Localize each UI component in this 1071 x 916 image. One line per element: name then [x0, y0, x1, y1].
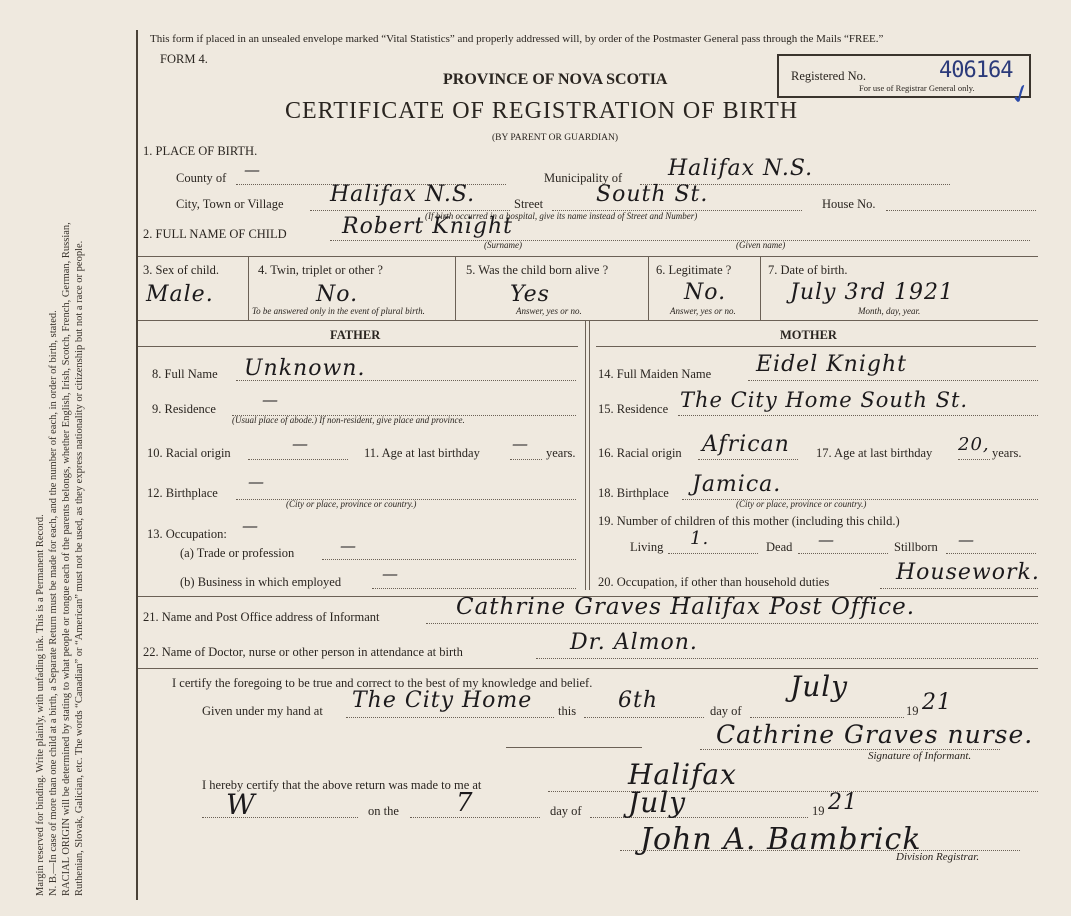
check-mark-icon: ✓ — [1005, 77, 1036, 112]
mother-birthplace-note: (City or place, province or country.) — [736, 499, 867, 509]
given-year-value: 21 — [922, 690, 952, 715]
dead-label: Dead — [766, 540, 793, 554]
given-year-prefix: 19 — [906, 704, 919, 718]
registered-note: For use of Registrar General only. — [859, 83, 975, 93]
twin-label: 4. Twin, triplet or other ? — [258, 263, 383, 277]
mother-occupation-value: Housework. — [896, 560, 1040, 585]
given-month-value: July — [790, 670, 849, 703]
registrar-statement: I hereby certify that the above return was made to me at — [202, 778, 482, 792]
certify-statement: I certify the foregoing to be true and correct to the best of my knowledge and belief. — [172, 676, 593, 690]
mother-name-value: Eidel Knight — [756, 352, 907, 377]
child-name-value: Robert Knight — [342, 214, 513, 239]
street-label: Street — [514, 197, 544, 211]
house-label: House No. — [822, 197, 876, 211]
certificate-title: CERTIFICATE OF REGISTRATION OF BIRTH — [285, 98, 799, 124]
given-name-note: (Given name) — [736, 240, 786, 250]
certificate-subtitle: (BY PARENT OR GUARDIAN) — [492, 133, 619, 143]
registrar-signature-label: Division Registrar. — [896, 851, 980, 863]
margin-notes — [34, 16, 86, 896]
alive-label: 5. Was the child born alive ? — [466, 263, 609, 277]
surname-note: (Surname) — [484, 240, 522, 250]
twin-value: No. — [316, 282, 359, 307]
mother-age-label: 17. Age at last birthday — [816, 446, 933, 460]
mother-children-label: 19. Number of children of this mother (including this child.) — [598, 514, 900, 528]
father-name-value: Unknown. — [244, 356, 366, 381]
father-race-value: — — [292, 434, 309, 453]
alive-value: Yes — [510, 282, 550, 307]
child-name-label: 2. FULL NAME OF CHILD — [143, 227, 287, 241]
father-birthplace-note: (City or place, province or country.) — [286, 499, 417, 509]
dead-value: — — [818, 530, 835, 549]
mother-birthplace-value: Jamica. — [692, 472, 782, 497]
mother-birthplace-label: 18. Birthplace — [598, 486, 669, 500]
stillborn-value: — — [958, 530, 975, 549]
margin-line-4: Ruthenian, Slovak, Galician, etc. The words “Canadian” or “American” must not be used, as they express nationality or citizenship but not a race or people. — [74, 240, 85, 896]
registrar-month-value: July — [628, 786, 687, 819]
sex-value: Male. — [146, 282, 214, 307]
mother-residence-label: 15. Residence — [598, 402, 669, 416]
father-heading: FATHER — [330, 328, 381, 342]
this-label: this — [558, 704, 577, 718]
margin-line-3: RACIAL ORIGIN will be determined by stating to what people or tongue each of the parents belongs, whether English, Irish, Scotch, French, German, Russian, — [61, 222, 72, 896]
street-value: South St. — [596, 182, 709, 207]
city-label: City, Town or Village — [176, 197, 284, 211]
informant-signature-label: Signature of Informant. — [868, 750, 972, 762]
municipality-label: Municipality of — [544, 171, 623, 185]
informant-value: Cathrine Graves Halifax Post Office. — [456, 594, 916, 620]
mother-race-label: 16. Racial origin — [598, 446, 682, 460]
father-age-label: 11. Age at last birthday — [364, 446, 480, 460]
registrar-dayof-label: day of — [550, 804, 582, 818]
stillborn-label: Stillborn — [894, 540, 938, 554]
sex-label: 3. Sex of child. — [143, 263, 220, 277]
twin-note: To be answered only in the event of plural birth. — [252, 306, 425, 316]
informant-label: 21. Name and Post Office address of Informant — [143, 610, 380, 624]
father-race-label: 10. Racial origin — [147, 446, 231, 460]
registrar-place-value: Halifax — [628, 758, 737, 791]
father-age-value: — — [512, 434, 529, 453]
father-occupation-label: 13. Occupation: — [147, 527, 227, 541]
given-place-value: The City Home — [352, 688, 533, 713]
registrar-signature: John A. Bambrick — [640, 822, 922, 857]
father-business-value: — — [382, 564, 399, 583]
mother-race-value: African — [702, 432, 790, 457]
registered-number: 406164 — [939, 58, 1013, 83]
father-name-label: 8. Full Name — [152, 367, 218, 381]
father-residence-value: — — [262, 390, 279, 409]
mother-residence-value: The City Home South St. — [680, 388, 969, 412]
registered-box — [777, 54, 1031, 98]
father-residence-label: 9. Residence — [152, 402, 216, 416]
margin-line-1: Margin reserved for binding. Write plainly, with unfading ink. This is a Permanent Record. — [35, 514, 46, 896]
dob-label: 7. Date of birth. — [768, 263, 848, 277]
father-trade-label: (a) Trade or profession — [180, 546, 295, 560]
father-birthplace-label: 12. Birthplace — [147, 486, 218, 500]
informant-signature: Cathrine Graves nurse. — [716, 720, 1034, 749]
legitimate-note: Answer, yes or no. — [670, 306, 736, 316]
registered-label: Registered No. — [791, 69, 866, 83]
mother-heading: MOTHER — [780, 328, 837, 342]
registrar-year-value: 21 — [828, 790, 858, 815]
living-value: 1. — [690, 528, 710, 549]
father-business-label: (b) Business in which employed — [180, 575, 342, 589]
dob-note: Month, day, year. — [858, 306, 921, 316]
father-birthplace-value: — — [248, 472, 265, 491]
registrar-initials: W — [226, 788, 256, 821]
father-years: years. — [546, 446, 576, 460]
registrar-on-label: on the — [368, 804, 399, 818]
city-value: Halifax N.S. — [330, 182, 476, 207]
mother-name-label: 14. Full Maiden Name — [598, 367, 712, 381]
given-under-label: Given under my hand at — [202, 704, 323, 718]
alive-note: Answer, yes or no. — [516, 306, 582, 316]
mother-age-value: 20, — [958, 434, 990, 455]
province-heading: PROVINCE OF NOVA SCOTIA — [443, 71, 668, 88]
registrar-year-prefix: 19 — [812, 804, 825, 818]
father-residence-note: (Usual place of abode.) If non-resident, give place and province. — [232, 415, 465, 425]
binding-rule — [136, 30, 138, 900]
place-heading: 1. PLACE OF BIRTH. — [143, 144, 258, 158]
margin-line-2: N. B.—In case of more than one child at a birth, a Separate Return must be made for each, and the number of each, in order of birth, stated. — [48, 310, 59, 896]
mother-years: years. — [992, 446, 1022, 460]
father-trade-value: — — [340, 536, 357, 555]
mother-occupation-label: 20. Occupation, if other than household duties — [598, 575, 830, 589]
municipality-value: Halifax N.S. — [668, 156, 814, 181]
father-occupation-value: — — [242, 516, 259, 535]
hospital-note: (If birth occurred in a hospital, give its name instead of Street and Number) — [425, 211, 698, 221]
dob-value: July 3rd 1921 — [790, 280, 955, 305]
doctor-label: 22. Name of Doctor, nurse or other person in attendance at birth — [143, 645, 463, 659]
county-value: — — [244, 160, 261, 179]
legitimate-label: 6. Legitimate ? — [656, 263, 732, 277]
top-note: This form if placed in an unsealed envelope marked “Vital Statistics” and properly addressed will, by order of the Postmaster General pass through the Mails “FREE.” — [150, 33, 884, 45]
registrar-day-value: 7 — [456, 788, 474, 818]
given-dayof-label: day of — [710, 704, 742, 718]
living-label: Living — [630, 540, 664, 554]
form-number: FORM 4. — [160, 52, 208, 66]
given-day-value: 6th — [618, 688, 659, 713]
doctor-value: Dr. Almon. — [570, 630, 698, 655]
legitimate-value: No. — [684, 280, 727, 305]
county-label: County of — [176, 171, 227, 185]
